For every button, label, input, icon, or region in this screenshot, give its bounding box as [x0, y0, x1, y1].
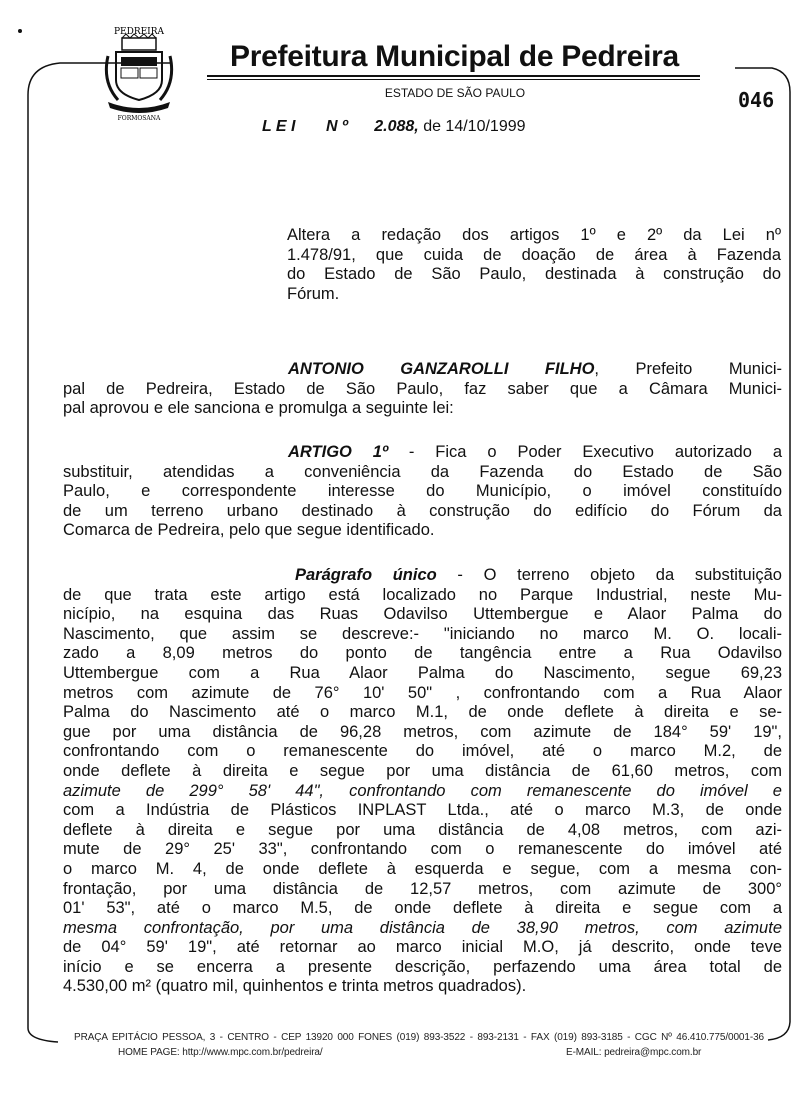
paragraph-preamble: [63, 360, 782, 419]
text-segment: , Prefeito Munici-: [594, 360, 783, 378]
text-segment: - Fica o Poder Executivo autorizado a: [387, 443, 782, 461]
text-segment: 1.478/91, que cuida de doação de área à Fazenda: [287, 245, 781, 264]
text-line: [63, 919, 782, 939]
text-segment: mute de 29° 25' 33", confrontando com o remanescente do imóvel até: [63, 840, 782, 859]
municipal-crest-logo: [98, 22, 180, 122]
text-line: [63, 958, 782, 978]
text-line: [63, 880, 782, 900]
text-segment: Palma do Nascimento até o marco M.1, de onde deflete à direita e se-: [63, 703, 782, 722]
text-line: [63, 463, 782, 483]
text-line: [63, 684, 782, 704]
svg-text:PEDREIRA: PEDREIRA: [113, 27, 165, 37]
text-segment: Parágrafo único: [295, 566, 437, 584]
text-line: [63, 625, 782, 645]
text-line: [63, 482, 782, 502]
text-line: [63, 360, 782, 380]
law-date: de 14/10/1999: [423, 118, 526, 135]
text-segment: gue por uma distância de 96,28 metros, com azimute de 184° 59' 19",: [63, 722, 782, 741]
page-title: Prefeitura Municipal de Pedreira: [230, 40, 679, 73]
text-segment: de 04° 59' 19", até retornar ao marco inicial M.O, já descrito, onde teve: [63, 938, 782, 957]
text-line: [63, 586, 782, 606]
text-segment: 4.530,00 m² (quatro mil, quinhentos e trinta metros quadrados).: [63, 977, 527, 996]
text-line: [63, 899, 782, 919]
text-segment: 01' 53", até o marco M.5, de onde deflete à direita e segue com a: [63, 899, 782, 918]
text-line: [63, 821, 782, 841]
text-line: [63, 443, 782, 463]
footer-email[interactable]: E-MAIL: pedreira@mpc.com.br: [566, 1047, 702, 1058]
text-line: [63, 605, 782, 625]
text-segment: confrontando com o remanescente do imóvel, até o marco M.2, de: [63, 742, 782, 761]
text-line: [63, 938, 782, 958]
law-number: 2.088,: [374, 118, 419, 135]
text-line: [287, 285, 781, 305]
law-number-label: N º: [325, 118, 348, 135]
text-segment: zado a 8,09 metros do ponto de tangência entre a Rua Odavilso: [63, 644, 782, 663]
text-segment: metros, com azimute: [584, 918, 782, 937]
text-line: [63, 840, 782, 860]
text-line: [63, 762, 782, 782]
text-segment: pal aprovou e ele sanciona e promulga a seguinte lei:: [63, 399, 454, 418]
text-segment: - O terreno objeto da substituição: [436, 566, 782, 584]
text-segment: ARTIGO 1º: [288, 443, 388, 461]
text-line: [63, 502, 782, 522]
text-segment: onde deflete à direita e segue por uma distância de 61,60 metros, com: [63, 761, 782, 780]
state-name: ESTADO DE SÃO PAULO: [384, 86, 526, 100]
text-line: [287, 265, 781, 285]
title-underline-thin: [207, 79, 700, 80]
text-segment: início e se encerra a presente descrição, perfazendo uma área total de: [63, 957, 782, 976]
text-segment: nicípio, na esquina das Ruas Odavilso Uttembergue e Alaor Palma do: [63, 605, 782, 624]
text-line: [63, 801, 782, 821]
text-line: [287, 226, 781, 246]
text-segment: pal de Pedreira, Estado de São Paulo, faz saber que a Câmara Munici-: [63, 379, 782, 398]
paragraph-sole-paragraph: [63, 566, 782, 997]
text-line: [63, 644, 782, 664]
text-segment: substituir, atendidas a conveniência da Fazenda do Estado de São: [63, 462, 782, 481]
paragraph-article-1: [63, 443, 782, 541]
law-label: L E I: [262, 118, 296, 135]
text-line: [63, 703, 782, 723]
text-segment: Nascimento, que assim se descreve:- "iniciando no marco M. O. locali-: [63, 624, 782, 643]
text-segment: azimute de 299° 58' 44", confrontando com remanescente do imóvel e: [63, 781, 782, 800]
text-segment: mesma confrontação, por uma distância de 38,90: [63, 918, 585, 937]
text-line: [63, 723, 782, 743]
text-line: [63, 782, 782, 802]
text-line: [63, 977, 782, 997]
text-segment: Fórum.: [287, 284, 340, 303]
text-segment: Uttembergue com a Rua Alaor Palma do Nascimento, segue 69,23: [63, 663, 782, 682]
text-line: [63, 566, 782, 586]
text-line: [63, 399, 782, 419]
text-line: [63, 664, 782, 684]
footer-address: PRAÇA EPITÁCIO PESSOA, 3 - CENTRO - CEP 13920 000 FONES (019) 893-3522 - 893-2131 - FAX (019) 893-3185 - CGC Nº 46.410.775/0001-36: [74, 1032, 764, 1043]
text-segment: com a Indústria de Plásticos INPLAST Ltda., até o marco M.3, de onde: [63, 801, 782, 820]
text-segment: de que trata este artigo está localizado no Parque Industrial, neste Mu-: [63, 585, 782, 604]
text-segment: Comarca de Pedreira, pelo que segue identificado.: [63, 521, 435, 540]
law-summary: [287, 226, 781, 304]
text-line: [63, 860, 782, 880]
footer-homepage[interactable]: HOME PAGE: http://www.mpc.com.br/pedreira/: [118, 1047, 323, 1058]
text-segment: Altera a redação dos artigos 1º e 2º da Lei nº: [287, 226, 781, 244]
text-segment: Paulo, e correspondente interesse do Município, o imóvel constituído: [63, 482, 782, 501]
text-segment: deflete à direita e segue por uma distância de 4,08 metros, com azi-: [63, 820, 782, 839]
text-line: [63, 742, 782, 762]
text-segment: de um terreno urbano destinado à construção do edifício do Fórum da: [63, 501, 782, 520]
text-segment: ANTONIO GANZAROLLI FILHO: [288, 360, 595, 378]
page-number: 046: [738, 88, 775, 112]
law-heading: [262, 118, 526, 136]
text-line: [63, 521, 782, 541]
text-line: [63, 380, 782, 400]
svg-text:FORMOSANA: FORMOSANA: [117, 115, 161, 122]
text-segment: do Estado de São Paulo, destinada à construção do: [287, 265, 781, 284]
text-segment: frontação, por uma distância de 12,57 metros, com azimute de 300°: [63, 879, 782, 898]
text-segment: metros com azimute de 76° 10' 50" , confrontando com a Rua Alaor: [63, 683, 782, 702]
text-segment: o marco M. 4, de onde deflete à esquerda e segue, com a mesma con-: [63, 859, 782, 878]
text-line: [287, 246, 781, 266]
title-underline: [207, 75, 700, 77]
